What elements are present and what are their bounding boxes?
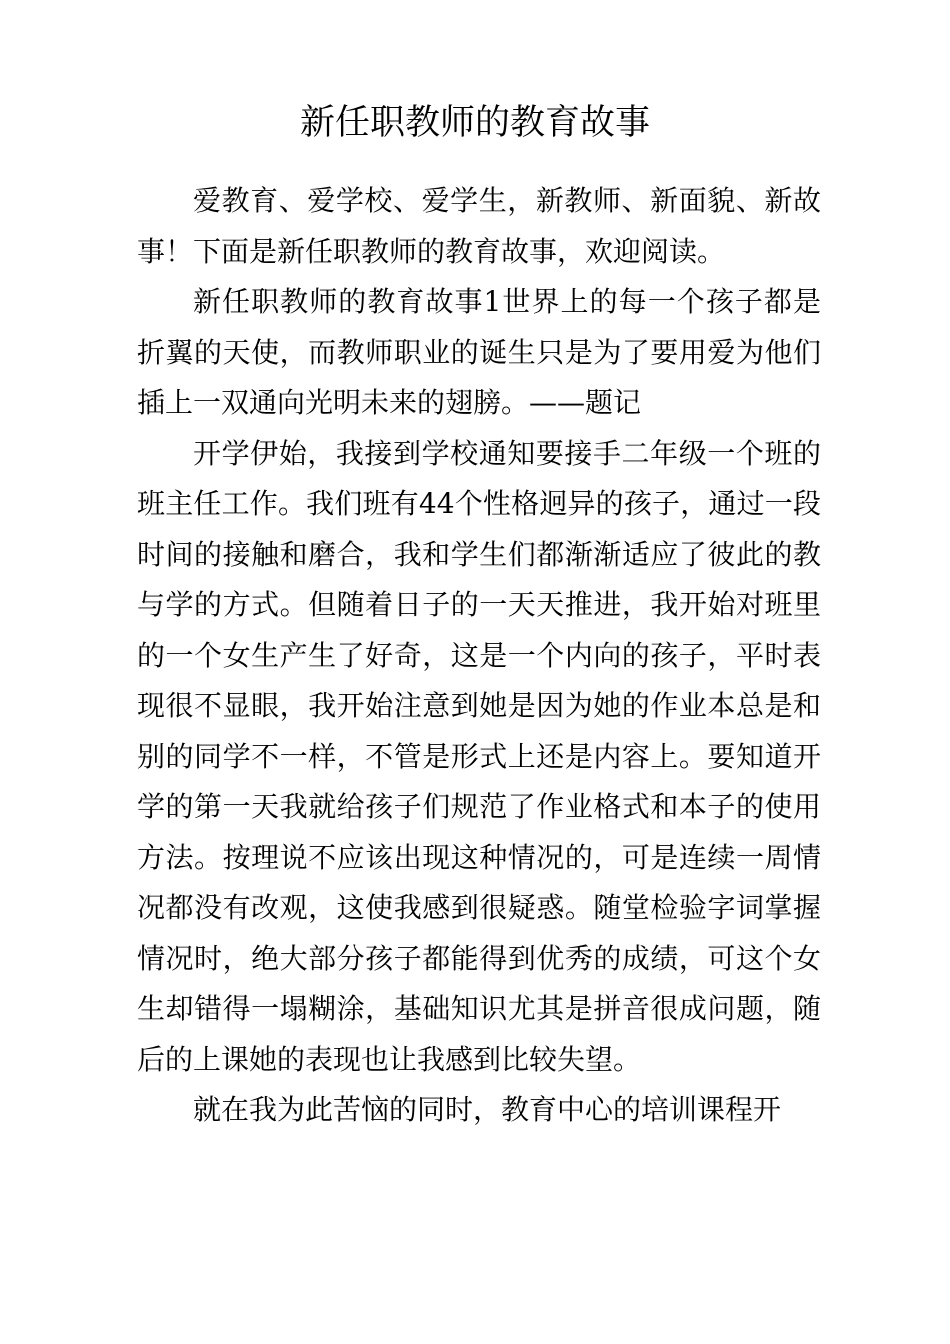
- paragraph-story-1-epigraph: 新任职教师的教育故事1世界上的每一个孩子都是折翼的天使，而教师职业的诞生只是为了要用爱为他们插上一双通向光明未来的翅膀。——题记: [137, 285, 821, 419]
- document-title: 新任职教师的教育故事: [299, 103, 650, 143]
- paragraph-story-1-continued: 就在我为此苦恼的同时，教育中心的培训课程开: [193, 1093, 782, 1126]
- paragraph-story-1-body: 开学伊始，我接到学校通知要接手二年级一个班的班主任工作。我们班有44个性格迥异的孩子，通过一段时间的接触和磨合，我和学生们都渐渐适应了彼此的教与学的方式。但随着日子的一天天推进，我开始对班里的一个女生产生了好奇，这是一个内向的孩子，平时表现很不显眼，我开始注意到她是因为她的作业本总是和别的同学不一样，不管是形式上还是内容上。要知道开学的第一天我就给孩子们规范了作业格式和本子的使用方法。按理说不应该出现这种情况的，可是连续一周情况都没有改观，这使我感到很疑惑。随堂检验字词掌握情况时，绝大部分孩子都能得到优秀的成绩，可这个女生却错得一塌糊涂，基础知识尤其是拼音很成问题，随后的上课她的表现也让我感到比较失望。: [137, 436, 821, 1076]
- document-body: [137, 176, 821, 1136]
- paragraph-intro: 爱教育、爱学校、爱学生，新教师、新面貌、新故事！下面是新任职教师的教育故事，欢迎阅读。: [137, 184, 821, 268]
